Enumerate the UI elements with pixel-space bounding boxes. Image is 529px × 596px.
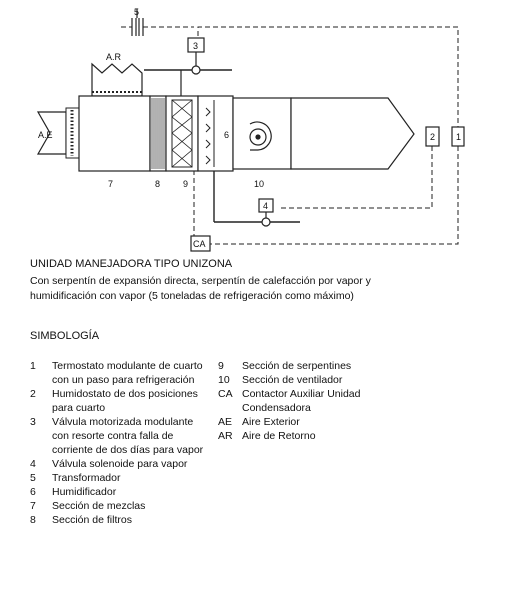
label-10: 10 (254, 179, 265, 189)
legend-text: Aire de Retorno (242, 430, 316, 442)
label-7: 7 (108, 179, 114, 189)
legend-text: Aire Exterior (242, 416, 300, 428)
outside-air-damper (66, 108, 79, 158)
diagram-subtitle: Con serpentín de expansión directa, serpentín de calefacción por vapor y humidificación con vapor (5 toneladas de refrigeración como máximo) (30, 275, 371, 302)
legend-number: 9 (218, 360, 224, 372)
label-8: 8 (155, 179, 161, 189)
legend-number: 6 (30, 486, 36, 498)
valve-4-body (262, 218, 270, 226)
legend-title: SIMBOLOGÍA (30, 330, 100, 342)
fan-section-10 (233, 98, 291, 169)
label-9: 9 (183, 179, 189, 189)
label-ae: A.E (38, 130, 53, 140)
legend-text: Sección de filtros (52, 514, 132, 526)
legend-item (30, 415, 212, 457)
legend-number: AE (218, 416, 233, 428)
supply-air-discharge (291, 98, 414, 169)
label-4: 4 (263, 201, 269, 211)
label-5: 5 (134, 7, 140, 17)
label-6: 6 (224, 130, 230, 140)
legend-text: Termostato modulante de cuarto con un paso para refrigeración (52, 360, 203, 386)
legend-item (30, 499, 212, 513)
legend-number: 10 (218, 374, 230, 386)
label-ca: CA (193, 239, 206, 249)
legend-item (30, 513, 212, 527)
legend-text: Contactor Auxiliar Unidad Condensadora (242, 388, 361, 414)
mixing-section-7 (79, 96, 150, 171)
filter-media (152, 98, 164, 169)
legend-item (30, 387, 212, 415)
air-handler-schematic (0, 0, 529, 262)
legend-text: Sección de mezclas (52, 500, 146, 512)
legend-item (218, 373, 372, 387)
legend-number: 7 (30, 500, 36, 512)
legend-text: Humidificador (52, 486, 117, 498)
label-1: 1 (456, 132, 462, 142)
legend-number: CA (218, 388, 233, 400)
legend-item (218, 429, 372, 443)
legend-item (30, 471, 212, 485)
legend-item (218, 359, 372, 373)
legend-left-column (30, 359, 212, 527)
legend-number: 8 (30, 514, 36, 526)
legend-item (218, 415, 372, 429)
legend-text: Sección de ventilador (242, 374, 343, 386)
legend-item (218, 387, 372, 415)
legend-text: Humidostato de dos posiciones para cuarto (52, 388, 198, 414)
legend-number: 3 (30, 416, 36, 428)
coil-section-9 (166, 96, 198, 171)
legend-text: Sección de serpentines (242, 360, 352, 372)
label-3: 3 (193, 41, 199, 51)
label-ar: A.R (106, 52, 122, 62)
legend-number: 4 (30, 458, 36, 470)
legend-right-column (218, 359, 372, 443)
legend-number: 1 (30, 360, 36, 372)
legend-item (30, 359, 212, 387)
label-2: 2 (430, 132, 436, 142)
legend-number: AR (218, 430, 233, 442)
legend-number: 5 (30, 472, 36, 484)
legend-text: Transformador (52, 472, 121, 484)
diagram-title: UNIDAD MANEJADORA TIPO UNIZONA (30, 258, 233, 270)
valve-3-body (192, 66, 200, 74)
legend-item (30, 485, 212, 499)
legend-text: Válvula solenoide para vapor (52, 458, 188, 470)
legend-number: 2 (30, 388, 36, 400)
legend-text: Válvula motorizada modulante con resorte contra falla de corriente de dos días para vapor (52, 416, 204, 456)
legend-item (30, 457, 212, 471)
